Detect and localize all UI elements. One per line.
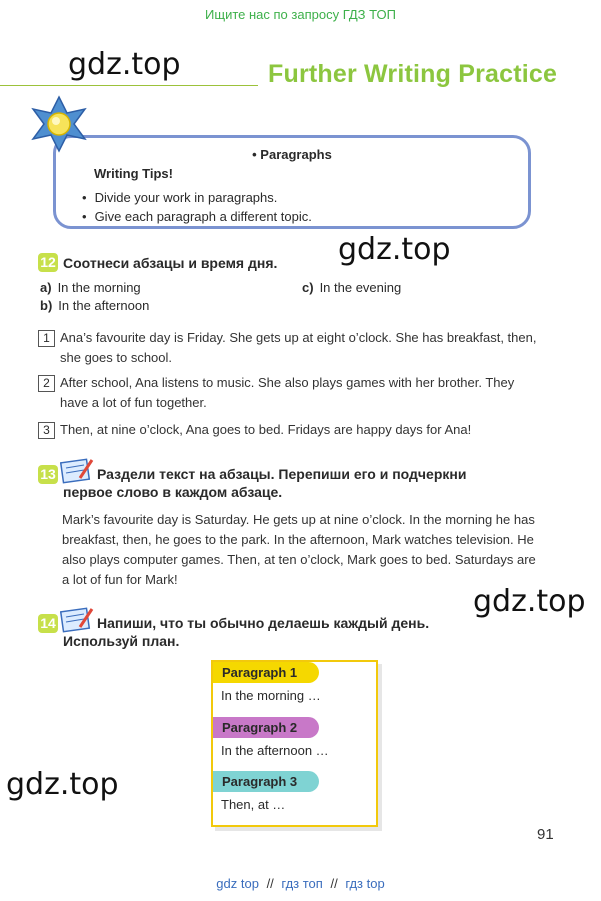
- section-title: Further Writing Practice: [268, 60, 558, 88]
- watermark: gdz.top: [473, 584, 586, 619]
- tip-item: • Give each paragraph a different topic.: [82, 207, 312, 226]
- top-search-link[interactable]: Ищите нас по запросу ГДЗ ТОП: [205, 7, 396, 22]
- option-b: b) In the afternoon: [40, 298, 150, 313]
- paragraph-number-box: 1: [38, 330, 55, 347]
- task-title-continued: Используй план.: [63, 633, 180, 649]
- tips-list: [82, 188, 312, 226]
- option-c: c) In the evening: [302, 280, 402, 295]
- task-number-badge: 12: [38, 253, 58, 272]
- task-title: Напиши, что ты обычно делаешь каждый день.: [97, 615, 430, 631]
- footer-separator: //: [266, 876, 274, 891]
- task-number-badge: 13: [38, 465, 58, 484]
- task-number-badge: 14: [38, 614, 58, 633]
- tips-header: • Paragraphs: [252, 147, 332, 162]
- footer-link[interactable]: гдз top: [345, 876, 385, 891]
- page-number: 91: [537, 826, 554, 843]
- footer-link[interactable]: гдз топ: [281, 876, 323, 891]
- header-divider: [0, 85, 258, 86]
- paragraph-3: Then, at nine o’clock, Ana goes to bed. Fridays are happy days for Ana!: [60, 422, 472, 437]
- notebook-pencil-icon: [60, 456, 94, 484]
- footer-links: [0, 876, 601, 891]
- tip-item: • Divide your work in paragraphs.: [82, 188, 312, 207]
- task-title: Соотнеси абзацы и время дня.: [63, 255, 278, 271]
- watermark: gdz.top: [68, 47, 181, 82]
- paragraph-1: Ana’s favourite day is Friday. She gets up at eight o’clock. She has breakfast, then, she goes to school.: [60, 330, 537, 365]
- paragraph-2: After school, Ana listens to music. She also plays games with her brother. They have a lot of fun together.: [60, 375, 515, 410]
- paragraph-number-box: 3: [38, 422, 55, 439]
- plan-label-paragraph-2: Paragraph 2: [213, 717, 319, 738]
- option-a: a) In the morning: [40, 280, 141, 295]
- footer-separator: //: [330, 876, 338, 891]
- plan-text: In the morning …: [221, 688, 321, 703]
- plan-box: [211, 660, 378, 827]
- lightbulb-icon: [30, 95, 88, 153]
- plan-text: In the afternoon …: [221, 743, 329, 758]
- watermark: gdz.top: [6, 767, 119, 802]
- plan-text: Then, at …: [221, 797, 286, 812]
- task13-text: Mark’s favourite day is Saturday. He gets up at nine o’clock. In the morning he has breakfast, then, he goes to the park. In the afternoon, Mark watches television. He also plays computer games. Then, at ten o’clock, Mark goes to bed. Saturdays are a lot of fun for Mark!: [62, 512, 536, 587]
- task-title-continued: первое слово в каждом абзаце.: [63, 484, 283, 500]
- tips-title: Writing Tips!: [94, 166, 173, 181]
- watermark: gdz.top: [338, 232, 451, 267]
- notebook-pencil-icon: [60, 605, 94, 633]
- task-title: Раздели текст на абзацы. Перепиши его и подчеркни: [97, 466, 467, 482]
- paragraph-number-box: 2: [38, 375, 55, 392]
- plan-label-paragraph-1: Paragraph 1: [213, 662, 319, 683]
- writing-tips-box: [53, 135, 531, 229]
- plan-label-paragraph-3: Paragraph 3: [213, 771, 319, 792]
- footer-link[interactable]: gdz top: [216, 876, 259, 891]
